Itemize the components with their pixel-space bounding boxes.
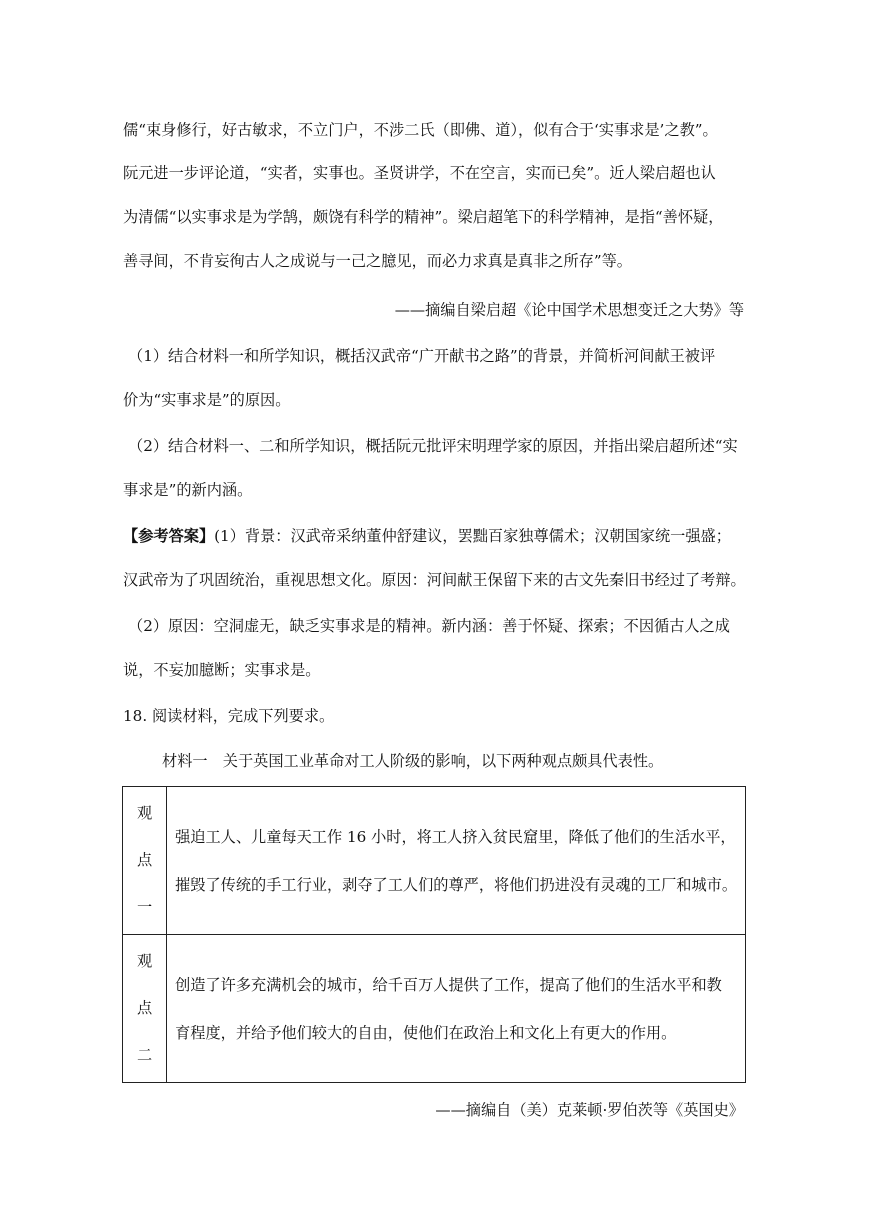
viewpoint-label: 观 点 二 bbox=[123, 935, 167, 1083]
viewpoint-label: 观 点 一 bbox=[123, 787, 167, 935]
answer-line bbox=[123, 526, 731, 546]
table-row bbox=[123, 935, 746, 1083]
viewpoint-text: 创造了许多充满机会的城市，给千百万人提供了工作，提高了他们的生活水平和教 育程度，并给予他们较大的自由，使他们在政治上和文化上有更大的作用。 bbox=[167, 935, 746, 1083]
table-row bbox=[123, 787, 746, 935]
answer-text: (1）背景：汉武帝采纳董仲舒建议，罢黜百家独尊儒术；汉朝国家统一强盛； bbox=[214, 527, 731, 545]
question-2: （2）结合材料一、二和所学知识，概括阮元批评宋明理学家的原因，并指出梁启超所述“实 bbox=[128, 437, 738, 455]
text-line: 儒“束身修行，好古敏求，不立门户，不涉二氏（即佛、道），似有合于‘实事求是’之教”。 bbox=[123, 121, 718, 139]
material-one-intro: 材料一 关于英国工业革命对工人阶级的影响，以下两种观点颇具代表性。 bbox=[162, 752, 664, 770]
viewpoint-text: 强迫工人、儿童每天工作 16 小时，将工人挤入贫民窟里，降低了他们的生活水平， 摧毁了传统的手工行业，剥夺了工人们的尊严，将他们扔进没有灵魂的工厂和城市。 bbox=[167, 787, 746, 935]
question-2-cont: 事求是”的新内涵。 bbox=[123, 481, 253, 499]
question-1-cont: 价为“实事求是”的原因。 bbox=[123, 391, 291, 409]
answer-line: 说，不妄加臆断；实事求是。 bbox=[123, 661, 321, 679]
question-18: 18. 阅读材料，完成下列要求。 bbox=[123, 707, 335, 725]
answer-line: （2）原因：空洞虚无，缺乏实事求是的精神。新内涵：善于怀疑、探索；不因循古人之成 bbox=[128, 617, 730, 635]
text-line: 阮元进一步评论道，“实者，实事也。圣贤讲学，不在空言，实而已矣”。近人梁启超也认 bbox=[123, 164, 716, 182]
text-line: 善寻间，不肯妄徇古人之成说与一己之臆见，而必力求真是真非之所存”等。 bbox=[123, 252, 632, 270]
text-line: 为清儒“以实事求是为学鹄，颇饶有科学的精神”。梁启超笔下的科学精神，是指“善怀疑， bbox=[123, 208, 724, 226]
viewpoints-table bbox=[122, 786, 746, 1083]
answer-label: 【参考答案】 bbox=[123, 527, 215, 545]
source-citation: ——摘编自梁启超《论中国学术思想变迁之大势》等 bbox=[394, 301, 744, 319]
source-citation: ——摘编自（美）克莱顿·罗伯茨等《英国史》 bbox=[435, 1101, 744, 1119]
answer-line: 汉武帝为了巩固统治，重视思想文化。原因：河间献王保留下来的古文先秦旧书经过了考辩。 bbox=[123, 571, 746, 589]
question-1: （1）结合材料一和所学知识，概括汉武帝“广开献书之路”的背景，并简析河间献王被评 bbox=[128, 347, 716, 365]
